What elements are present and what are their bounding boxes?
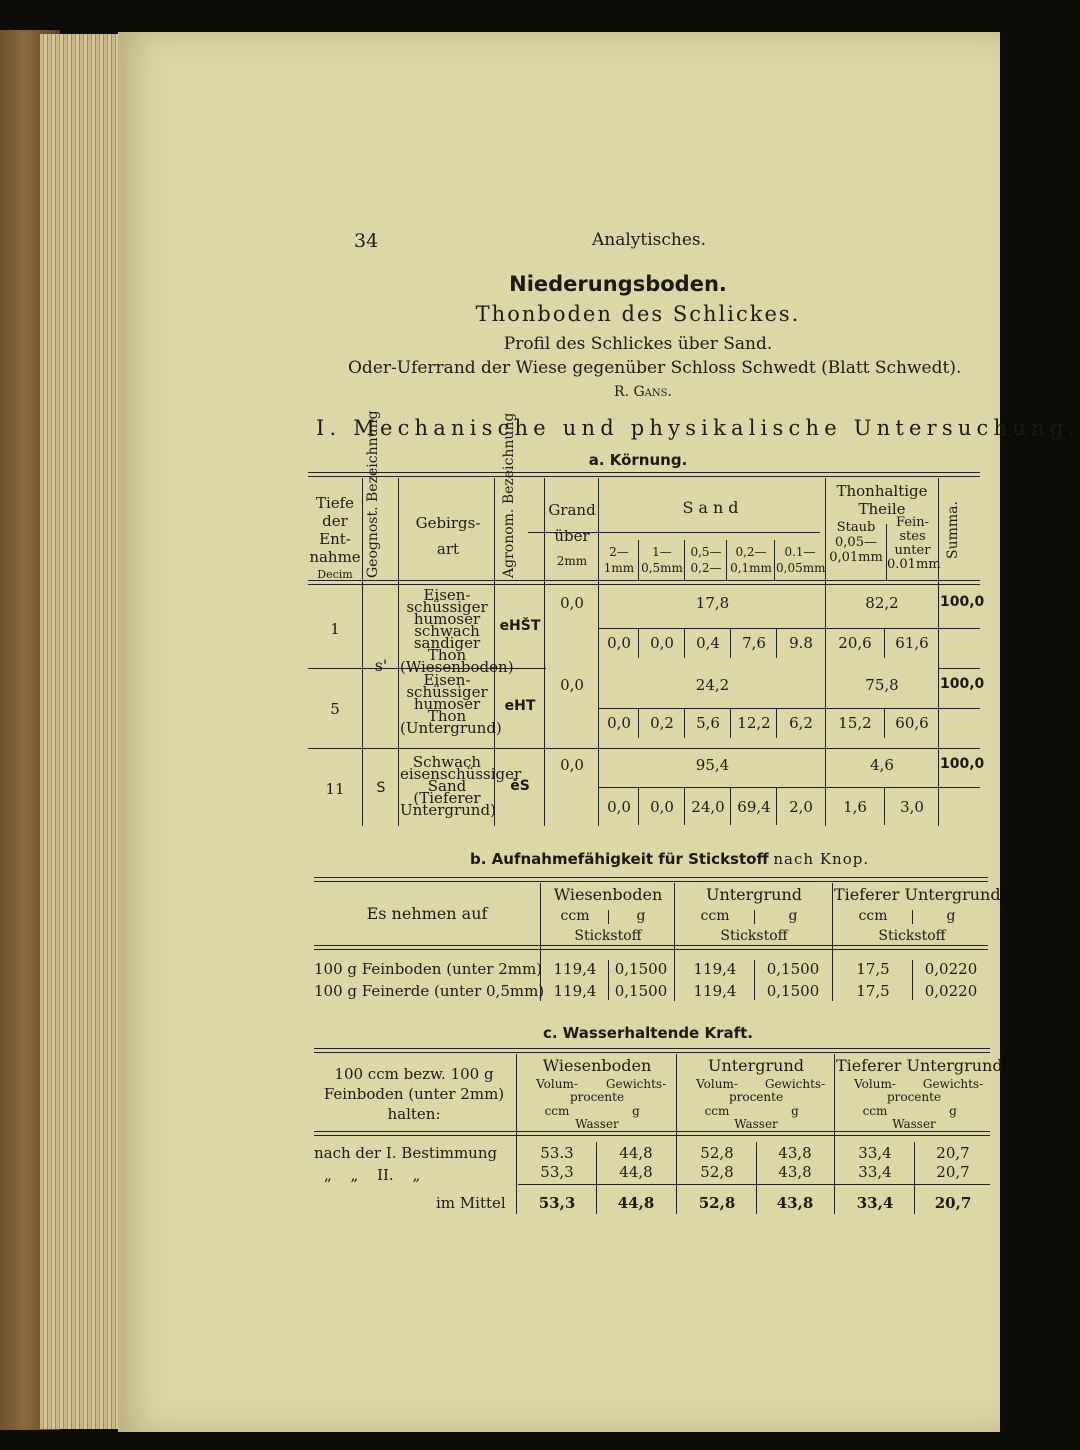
stickstoff-r2-v6: 0,0220 bbox=[924, 982, 978, 1000]
wasser-r3-v6: 20,7 bbox=[934, 1194, 972, 1212]
row1-agronom: eHS̆T bbox=[499, 618, 541, 634]
wasser-ccm-3: ccm bbox=[862, 1104, 888, 1118]
row1-feinstes: 61,6 bbox=[895, 634, 929, 652]
wasser-proc-2: procente bbox=[728, 1090, 784, 1104]
stickstoff-group-2: Untergrund bbox=[705, 885, 803, 904]
wasser-vol-3: Volum- bbox=[854, 1077, 896, 1091]
wasser-r2-v6: 20,7 bbox=[936, 1163, 970, 1181]
header-decim: Decim bbox=[317, 568, 353, 581]
geognost-upper: s' bbox=[374, 656, 388, 675]
wasser-wasser-1: Wasser bbox=[575, 1117, 619, 1131]
header-staub: Staub 0,05— 0,01mm bbox=[829, 520, 883, 565]
stickstoff-group-1: Wiesenboden bbox=[553, 885, 663, 904]
header-sand: Sand bbox=[682, 498, 744, 517]
wasser-wasser-2: Wasser bbox=[734, 1117, 778, 1131]
row2-sand-5: 6,2 bbox=[789, 714, 813, 732]
header-geognost: Geognost. Bezeichnung bbox=[365, 410, 381, 578]
header-agronom: Agronom. Bezeichnung bbox=[501, 412, 517, 578]
stickstoff-r1-v2: 0,1500 bbox=[614, 960, 668, 978]
wasser-g-3: g bbox=[949, 1104, 957, 1118]
wasser-group-2: Untergrund bbox=[707, 1056, 805, 1075]
sand-col-1: 2— 1mm bbox=[603, 545, 635, 575]
stickstoff-g-2: g bbox=[788, 908, 798, 924]
author: R. Gans. bbox=[614, 384, 672, 400]
stickstoff-ccm-1: ccm bbox=[560, 908, 590, 924]
stickstoff-sub-2: Stickstoff bbox=[720, 928, 788, 944]
header-tiefe: Tiefe der Ent-nahme bbox=[309, 494, 361, 566]
stickstoff-g-3: g bbox=[946, 908, 956, 924]
row2-gebirgsart: Eisen-schüssiger humoser Thon (Untergrund) bbox=[400, 671, 502, 737]
wasser-r1-v2: 44,8 bbox=[619, 1144, 653, 1162]
row3-geognost: S bbox=[376, 780, 386, 796]
row1-sand-2: 0,0 bbox=[650, 634, 674, 652]
wasser-ccm-1: ccm bbox=[544, 1104, 570, 1118]
row3-sand-4: 69,4 bbox=[737, 798, 771, 816]
wasser-r3-v3: 52,8 bbox=[698, 1194, 736, 1212]
wasser-r2-v2: 44,8 bbox=[619, 1163, 653, 1181]
wasser-group-3: Tieferer Untergrund bbox=[836, 1056, 1003, 1075]
row2-thon-total: 75,8 bbox=[865, 676, 899, 694]
header-thon: Thonhaltige Theile bbox=[836, 482, 928, 518]
wasser-r2-v1: 53,3 bbox=[540, 1163, 574, 1181]
row1-grand: 0,0 bbox=[560, 594, 584, 612]
wasser-gew-2: Gewichts- bbox=[764, 1077, 826, 1091]
wasser-r3-v2: 44,8 bbox=[617, 1194, 655, 1212]
row1-sand-1: 0,0 bbox=[607, 634, 631, 652]
wasser-proc-1: procente bbox=[569, 1090, 625, 1104]
stickstoff-title bbox=[470, 850, 869, 868]
page-number: 34 bbox=[354, 230, 379, 252]
stickstoff-ccm-2: ccm bbox=[700, 908, 730, 924]
row3-sand-total: 95,4 bbox=[695, 756, 730, 774]
wasser-r2-v5: 33,4 bbox=[858, 1163, 892, 1181]
stickstoff-g-1: g bbox=[636, 908, 646, 924]
wasser-r3-v4: 43,8 bbox=[776, 1194, 814, 1212]
row3-sand-5: 2,0 bbox=[789, 798, 813, 816]
row3-gebirgsart: Schwach eisenschüssiger Sand (Tieferer Untergrund) bbox=[400, 753, 522, 819]
row2-agronom: eHT bbox=[504, 698, 536, 714]
stickstoff-r2-v3: 119,4 bbox=[693, 982, 737, 1000]
stickstoff-r2-v1: 119,4 bbox=[553, 982, 597, 1000]
subtitle: Thonboden des Schlickes. bbox=[475, 302, 801, 326]
row1-sand-5: 9.8 bbox=[789, 634, 813, 652]
wasser-r2-v3: 52,8 bbox=[700, 1163, 734, 1181]
koernung-title: a. Körnung. bbox=[588, 451, 688, 469]
wasser-vol-2: Volum- bbox=[696, 1077, 738, 1091]
stickstoff-r1-v5: 17,5 bbox=[856, 960, 890, 978]
header-grand-unit: 2mm bbox=[556, 554, 588, 568]
row2-summa: 100,0 bbox=[940, 676, 985, 692]
wasser-r2-v4: 43,8 bbox=[778, 1163, 812, 1181]
wasser-r3-v1: 53,3 bbox=[538, 1194, 576, 1212]
row1-sand-3: 0,4 bbox=[696, 634, 720, 652]
book-page bbox=[118, 32, 1080, 1432]
wasser-title: c. Wasserhaltende Kraft. bbox=[542, 1024, 753, 1042]
profile: Profil des Schlickes über Sand. bbox=[503, 334, 773, 354]
header-feinstes: Fein-stes unter 0.01mm bbox=[887, 515, 941, 572]
row1-staub: 20,6 bbox=[838, 634, 872, 652]
row2-feinstes: 60,6 bbox=[895, 714, 929, 732]
header-summa: Summa. bbox=[945, 501, 961, 559]
stickstoff-r1-v6: 0,0220 bbox=[924, 960, 978, 978]
row1-thon-total: 82,2 bbox=[865, 594, 899, 612]
stickstoff-row1-label: 100 g Feinboden (unter 2mm) bbox=[314, 960, 543, 978]
row3-summa: 100,0 bbox=[940, 756, 985, 772]
stickstoff-r1-v1: 119,4 bbox=[553, 960, 597, 978]
stickstoff-r2-v2: 0,1500 bbox=[614, 982, 668, 1000]
row1-summa: 100,0 bbox=[940, 594, 985, 610]
row1-sand-total: 17,8 bbox=[695, 594, 730, 612]
wasser-g-1: g bbox=[632, 1104, 640, 1118]
row1-depth: 1 bbox=[330, 620, 340, 638]
wasser-proc-3: procente bbox=[886, 1090, 942, 1104]
row2-sand-total: 24,2 bbox=[695, 676, 730, 694]
row3-sand-2: 0,0 bbox=[650, 798, 674, 816]
row3-sand-1: 0,0 bbox=[607, 798, 631, 816]
row3-sand-3: 24,0 bbox=[691, 798, 725, 816]
wasser-gew-1: Gewichts- bbox=[605, 1077, 667, 1091]
wasser-row1-label: nach der I. Bestimmung bbox=[314, 1144, 498, 1162]
stickstoff-ccm-3: ccm bbox=[858, 908, 888, 924]
wasser-r1-v3: 52,8 bbox=[700, 1144, 734, 1162]
stickstoff-sub-1: Stickstoff bbox=[574, 928, 642, 944]
row2-grand: 0,0 bbox=[560, 676, 584, 694]
section-title: I. Mechanische und physikalische Untersuchung. bbox=[316, 416, 1080, 440]
wasser-label-header: 100 ccm bezw. 100 g Feinboden (unter 2mm) halten: bbox=[323, 1065, 505, 1123]
stickstoff-label-header: Es nehmen auf bbox=[366, 904, 488, 923]
row3-feinstes: 3,0 bbox=[900, 798, 924, 816]
wasser-r1-v1: 53.3 bbox=[540, 1144, 574, 1162]
stickstoff-r2-v5: 17,5 bbox=[856, 982, 890, 1000]
wasser-r1-v5: 33,4 bbox=[858, 1144, 892, 1162]
row3-grand: 0,0 bbox=[560, 756, 584, 774]
sand-col-5: 0.1— 0,05mm bbox=[776, 545, 826, 575]
location: Oder-Uferrand der Wiese gegenüber Schloss Schwedt (Blatt Schwedt). bbox=[348, 358, 962, 378]
stickstoff-title-bold: b. Aufnahmefähigkeit für Stickstoff bbox=[470, 850, 769, 868]
wasser-gew-3: Gewichts- bbox=[922, 1077, 984, 1091]
wasser-g-2: g bbox=[791, 1104, 799, 1118]
row3-depth: 11 bbox=[325, 780, 345, 798]
stickstoff-r1-v4: 0,1500 bbox=[766, 960, 820, 978]
stickstoff-r1-v3: 119,4 bbox=[693, 960, 737, 978]
row2-sand-2: 0,2 bbox=[650, 714, 674, 732]
row1-sand-4: 7,6 bbox=[742, 634, 766, 652]
wasser-group-1: Wiesenboden bbox=[542, 1056, 652, 1075]
row3-thon-total: 4,6 bbox=[870, 756, 894, 774]
row2-sand-3: 5,6 bbox=[696, 714, 720, 732]
wasser-r1-v6: 20,7 bbox=[936, 1144, 970, 1162]
row1-gebirgsart: Eisen-schüssiger humoser schwach sandiger Thon (Wiesenboden) bbox=[400, 586, 514, 676]
header-grand: Grand über bbox=[548, 501, 596, 545]
row3-agronom: ěS bbox=[510, 778, 530, 794]
running-head: Analytisches. bbox=[592, 230, 707, 250]
wasser-r1-v4: 43,8 bbox=[778, 1144, 812, 1162]
row3-staub: 1,6 bbox=[843, 798, 867, 816]
sand-col-2: 1— 0,5mm bbox=[641, 545, 683, 575]
stickstoff-title-rest: nach Knop. bbox=[773, 850, 870, 868]
wasser-row3-label: im Mittel bbox=[436, 1194, 506, 1212]
row2-sand-1: 0,0 bbox=[607, 714, 631, 732]
wasser-row2-label: „ „ II. „ bbox=[324, 1166, 421, 1184]
wasser-wasser-3: Wasser bbox=[892, 1117, 936, 1131]
stickstoff-group-3: Tieferer Untergrund bbox=[834, 885, 1001, 904]
row2-staub: 15,2 bbox=[838, 714, 872, 732]
wasser-vol-1: Volum- bbox=[536, 1077, 578, 1091]
row2-sand-4: 12,2 bbox=[737, 714, 771, 732]
stickstoff-row2-label: 100 g Feinerde (unter 0,5mm) bbox=[314, 982, 545, 1000]
header-gebirgsart: Gebirgs-art bbox=[415, 514, 481, 558]
row2-depth: 5 bbox=[330, 700, 340, 718]
wasser-r3-v5: 33,4 bbox=[856, 1194, 894, 1212]
sand-col-4: 0,2— 0,1mm bbox=[730, 545, 772, 575]
wasser-ccm-2: ccm bbox=[704, 1104, 730, 1118]
stickstoff-r2-v4: 0,1500 bbox=[766, 982, 820, 1000]
title: Niederungsboden. bbox=[509, 272, 727, 296]
stickstoff-sub-3: Stickstoff bbox=[878, 928, 946, 944]
sand-col-3: 0,5— 0,2— bbox=[690, 545, 722, 575]
